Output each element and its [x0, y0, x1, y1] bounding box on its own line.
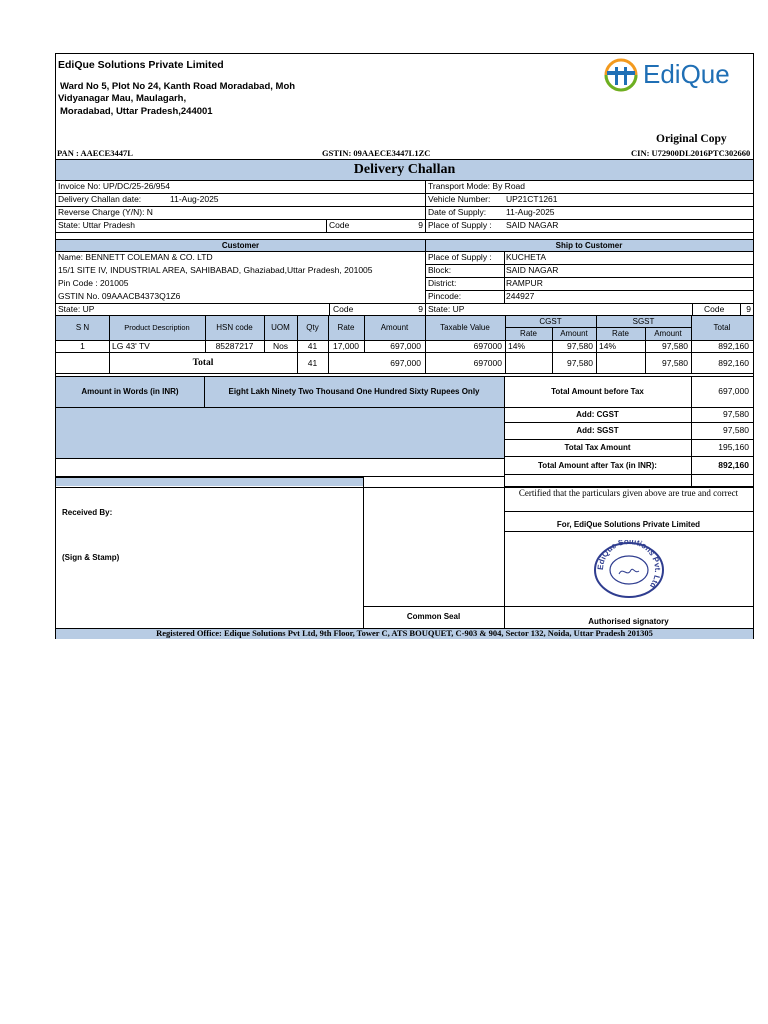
summary-value-cgst: 97,580 [723, 409, 749, 419]
customer-gstin: GSTIN No. 09AAACB4373Q1Z6 [58, 291, 181, 301]
certification-text: Certified that the particulars given above are true and correct [518, 488, 739, 498]
summary-value-before-tax: 697,000 [718, 386, 749, 396]
row-description: LG 43' TV [112, 341, 150, 351]
col-description: Product Description [124, 323, 190, 332]
total-grand: 892,160 [718, 358, 749, 368]
amount-words: Eight Lakh Ninety Two Thousand One Hundred Sixty Rupees Only [228, 387, 480, 396]
challan-date-label: Delivery Challan date: [58, 194, 142, 204]
place-of-supply: SAID NAGAR [506, 220, 559, 230]
pan-number: PAN : AAECE3447L [57, 148, 133, 158]
row-total: 892,160 [718, 341, 749, 351]
total-qty: 41 [307, 358, 318, 368]
row-sgst-rate: 14% [599, 341, 617, 351]
ship-label-district: District: [428, 278, 457, 288]
col-taxable: Taxable Value [440, 323, 490, 332]
row-cgst-rate: 14% [508, 341, 526, 351]
ship-label-pincode: Pincode: [428, 291, 462, 301]
row-amount: 697,000 [390, 341, 421, 351]
total-sgst-amount: 97,580 [662, 358, 688, 368]
row-rate: 17,000 [333, 341, 359, 351]
ship-label-place: Place of Supply : [428, 252, 492, 262]
logo-wordmark: EdiQue [643, 59, 730, 89]
invoice-number: Invoice No: UP/DC/25-26/954 [58, 181, 170, 191]
ship-value-place: KUCHETA [506, 252, 546, 262]
authorised-signatory-label: Authorised signatory [588, 617, 669, 626]
received-by-label: Received By: [62, 508, 113, 517]
col-sgst-rate: Rate [612, 329, 629, 338]
ship-value-block: SAID NAGAR [506, 265, 559, 275]
edique-logo-icon [601, 57, 641, 93]
vehicle-number: UP21CT1261 [506, 194, 558, 204]
invoice-state: State: Uttar Pradesh [58, 220, 136, 230]
customer-state: State: UP [58, 304, 95, 314]
customer-code: 9 [418, 304, 423, 314]
total-taxable: 697000 [473, 358, 502, 368]
transport-mode: Transport Mode: By Road [428, 181, 526, 191]
col-sgst-amount: Amount [654, 329, 682, 338]
customer-name: Name: BENNETT COLEMAN & CO. LTD [58, 252, 213, 262]
company-address-line2: Vidyanagar Mau, Maulagarh, [58, 93, 187, 104]
ship-label-block: Block: [428, 265, 452, 275]
ship-code-label: Code [704, 304, 725, 314]
delivery-challan-document [55, 53, 754, 639]
row-sn: 1 [80, 341, 85, 351]
svg-text:EdiQue Solutions Pvt. Ltd: EdiQue Solutions Pvt. Ltd [595, 540, 663, 590]
challan-date: 11-Aug-2025 [170, 194, 219, 204]
col-cgst-amount: Amount [560, 329, 588, 338]
ship-value-district: RAMPUR [506, 278, 543, 288]
company-name: EdiQue Solutions Private Limited [58, 59, 224, 71]
total-cgst-amount: 97,580 [567, 358, 593, 368]
cin-number: CIN: U72900DL2016PTC302660 [631, 148, 751, 158]
reverse-charge: Reverse Charge (Y/N): N [58, 207, 153, 217]
row-sgst-amount: 97,580 [662, 341, 688, 351]
ship-state: State: UP [428, 304, 465, 314]
row-hsn: 85287217 [215, 341, 254, 351]
col-hsn: HSN code [216, 323, 253, 332]
col-sgst: SGST [632, 317, 655, 326]
col-cgst-rate: Rate [520, 329, 537, 338]
company-address-line3: Moradabad, Uttar Pradesh,244001 [60, 106, 213, 117]
total-label: Total [192, 358, 214, 368]
customer-address: 15/1 SITE IV, INDUSTRIAL AREA, SAHIBABAD, Ghaziabad,Uttar Pradesh, 201005 [58, 265, 373, 275]
customer-code-label: Code [333, 304, 354, 314]
document-title: Delivery Challan [353, 162, 456, 177]
col-uom: UOM [271, 323, 290, 332]
invoice-code-label: Code [329, 220, 350, 230]
customer-header: Customer [221, 241, 260, 250]
amount-words-label: Amount in Words (in INR) [81, 387, 179, 396]
row-cgst-amount: 97,580 [567, 341, 593, 351]
col-total: Total [713, 323, 731, 332]
supply-date: 11-Aug-2025 [506, 207, 555, 217]
row-taxable: 697000 [473, 341, 502, 351]
summary-label-before-tax: Total Amount before Tax [551, 387, 644, 396]
summary-label-cgst: Add: CGST [576, 410, 619, 419]
for-company-label: For, EdiQue Solutions Private Limited [556, 520, 701, 529]
summary-value-after-tax: 892,160 [718, 460, 749, 470]
supply-date-label: Date of Supply: [428, 207, 487, 217]
summary-value-sgst: 97,580 [723, 425, 749, 435]
customer-pin: Pin Code : 201005 [58, 278, 129, 288]
gstin-number: GSTIN: 09AAECE3447L1ZC [322, 148, 431, 158]
ship-value-pincode: 244927 [506, 291, 535, 301]
total-amount: 697,000 [390, 358, 421, 368]
summary-label-tax-total: Total Tax Amount [564, 443, 631, 452]
summary-value-tax-total: 195,160 [718, 442, 749, 452]
row-qty: 41 [307, 341, 318, 351]
common-seal-label: Common Seal [406, 612, 461, 621]
col-cgst: CGST [539, 317, 562, 326]
summary-label-after-tax: Total Amount after Tax (in INR): [538, 461, 657, 470]
sign-stamp-label: (Sign & Stamp) [62, 553, 120, 562]
row-uom: Nos [272, 341, 289, 351]
summary-label-sgst: Add: SGST [576, 426, 619, 435]
col-sn: S N [75, 323, 90, 332]
col-qty: Qty [306, 323, 319, 332]
copy-label: Original Copy [656, 133, 727, 145]
col-amount: Amount [380, 323, 409, 332]
ship-header: Ship to Customer [555, 241, 623, 250]
company-stamp-icon [589, 540, 669, 600]
invoice-code: 9 [418, 220, 423, 230]
vehicle-number-label: Vehicle Number: [428, 194, 491, 204]
registered-office: Registered Office: Edique Solutions Pvt Ltd, 9th Floor, Tower C, ATS BOUQUET, C-903 & 904, Sector 132, Noida, Uttar Pradesh 201305 [156, 628, 653, 638]
company-address-line1: Ward No 5, Plot No 24, Kanth Road Moradabad, Moh [60, 81, 296, 92]
ship-code: 9 [746, 304, 751, 314]
place-of-supply-label: Place of Supply : [428, 220, 492, 230]
col-rate: Rate [337, 323, 355, 332]
